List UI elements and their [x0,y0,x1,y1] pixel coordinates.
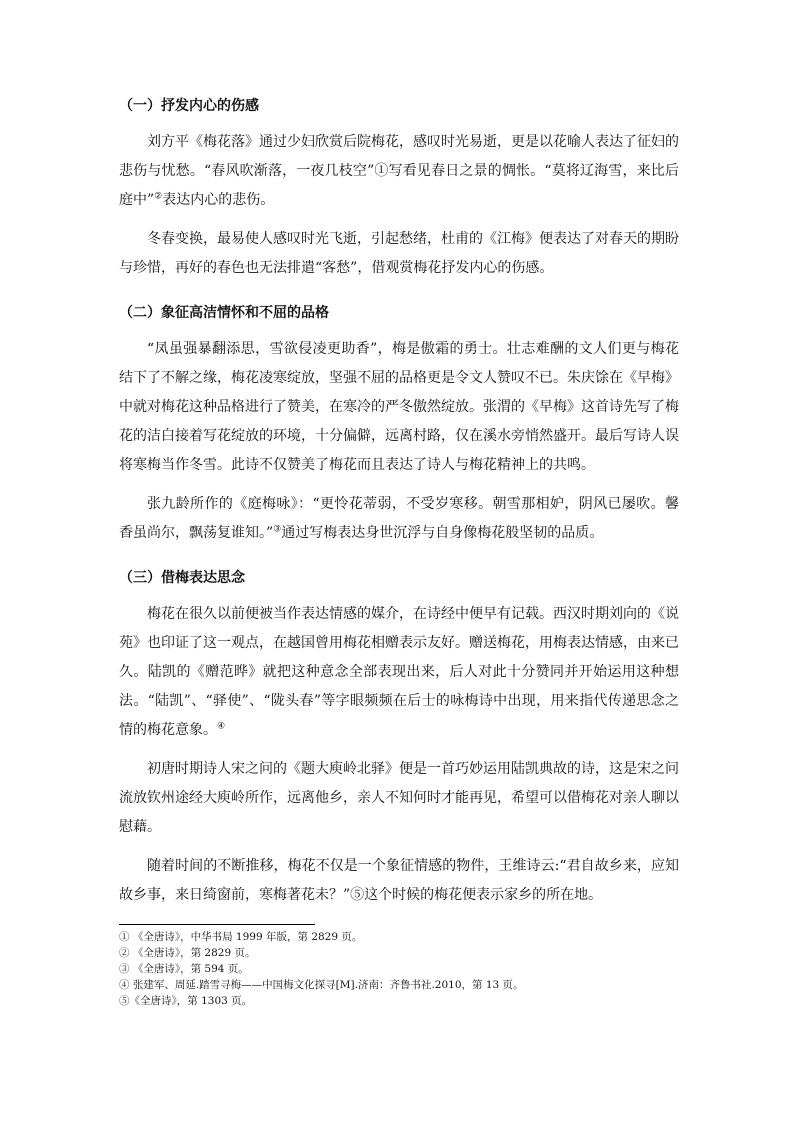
footnote-ref[interactable]: ④ [217,721,226,732]
paragraph: 初唐时期诗人宋之问的《题大庾岭北驿》便是一首巧妙运用陆凯典故的诗，这是宋之问流放钦州途经大庾岭所作，远离他乡，亲人不知何时才能再见，希望可以借梅花对亲人聊以慰藉。 [119,761,679,835]
section-heading-1: （一）抒发内心的伤感 [119,98,259,114]
footnote: ② 《全唐诗》，第 2829 页。 [119,947,256,959]
footnote: ① 《全唐诗》，中华书局 1999 年版，第 2829 页。 [119,931,363,943]
footnote-ref[interactable]: ③ [273,524,282,535]
footnote-ref[interactable]: ② [154,191,163,202]
footnote-ref[interactable]: ⑤ [350,887,365,903]
footnote-ref[interactable]: ① [374,163,389,179]
paragraph: 冬春变换，最易使人感叹时光飞逝，引起愁绪，杜甫的《江梅》便表达了对春天的期盼与珍惜，再好的春色也无法排遣“客愁”，借观赏梅花抒发内心的伤感。 [119,231,679,276]
section-heading-2: （二）象征高洁情怀和不屈的品格 [119,305,329,321]
paragraph: 梅花在很久以前便被当作表达情感的媒介，在诗经中便早有记载。西汉时期刘向的《说苑》也印证了这一观点，在越国曾用梅花相赠表示友好。赠送梅花，用梅表达情感，由来已久。陆凯的《赠范晔》就把这种意念全部表现出来，后人对此十分赞同并开始运用这种想法。“陆凯”、“驿使”、“陇头春”等字眼频频在后士的咏梅诗中出现，用来指代传递思念之情的梅花意象。④ [119,606,679,738]
document-page [119,94,679,1009]
section-heading-3: （三）借梅表达思念 [119,570,245,586]
paragraph: 随着时间的不断推移，梅花不仅是一个象征情感的物件，王维诗云:“君自故乡来，应知故乡事，来日绮窗前，寒梅著花未？”⑤这个时候的梅花便表示家乡的所在地。 [119,858,679,903]
footnote-divider [119,924,315,925]
footnote: ⑤《全唐诗》，第 1303 页。 [119,995,253,1007]
paragraph: 刘方平《梅花落》通过少妇欣赏后院梅花，感叹时光易逝，更是以花喻人表达了征妇的悲伤与忧愁。“春风吹渐落，一夜几枝空”①写看见春日之景的惆怅。“莫将辽海雪，来比后庭中”②表达内心的悲伤。 [119,134,679,208]
paragraph: “凤虽强暴翻添思，雪欲侵凌更助香”，梅是傲霜的勇士。壮志难酬的文人们更与梅花结下了不解之缘，梅花凌寒绽放，坚强不屈的品格更是令文人赞叹不已。朱庆馀在《早梅》中就对梅花这种品格进行了赞美，在寒冷的严冬傲然绽放。张渭的《早梅》这首诗先写了梅花的洁白接着写花绽放的环境，十分偏僻，远离村路，仅在溪水旁悄然盛开。最后写诗人误将寒梅当作冬雪。此诗不仅赞美了梅花而且表达了诗人与梅花精神上的共鸣。 [119,341,679,473]
footnote: ③ 《全唐诗》，第 594 页。 [119,963,249,975]
paragraph: 张九龄所作的《庭梅咏》：“更怜花蒂弱，不受岁寒移。朝雪那相妒，阴风已屡吹。馨香虽尚尔，飘荡复谁知。”③通过写梅表达身世沉浮与自身像梅花般坚韧的品质。 [119,496,679,541]
footnote: ④ 张建军、周延.踏雪寻梅——中国梅文化探寻[M].济南：齐鲁书社.2010，第 13 页。 [119,979,524,991]
